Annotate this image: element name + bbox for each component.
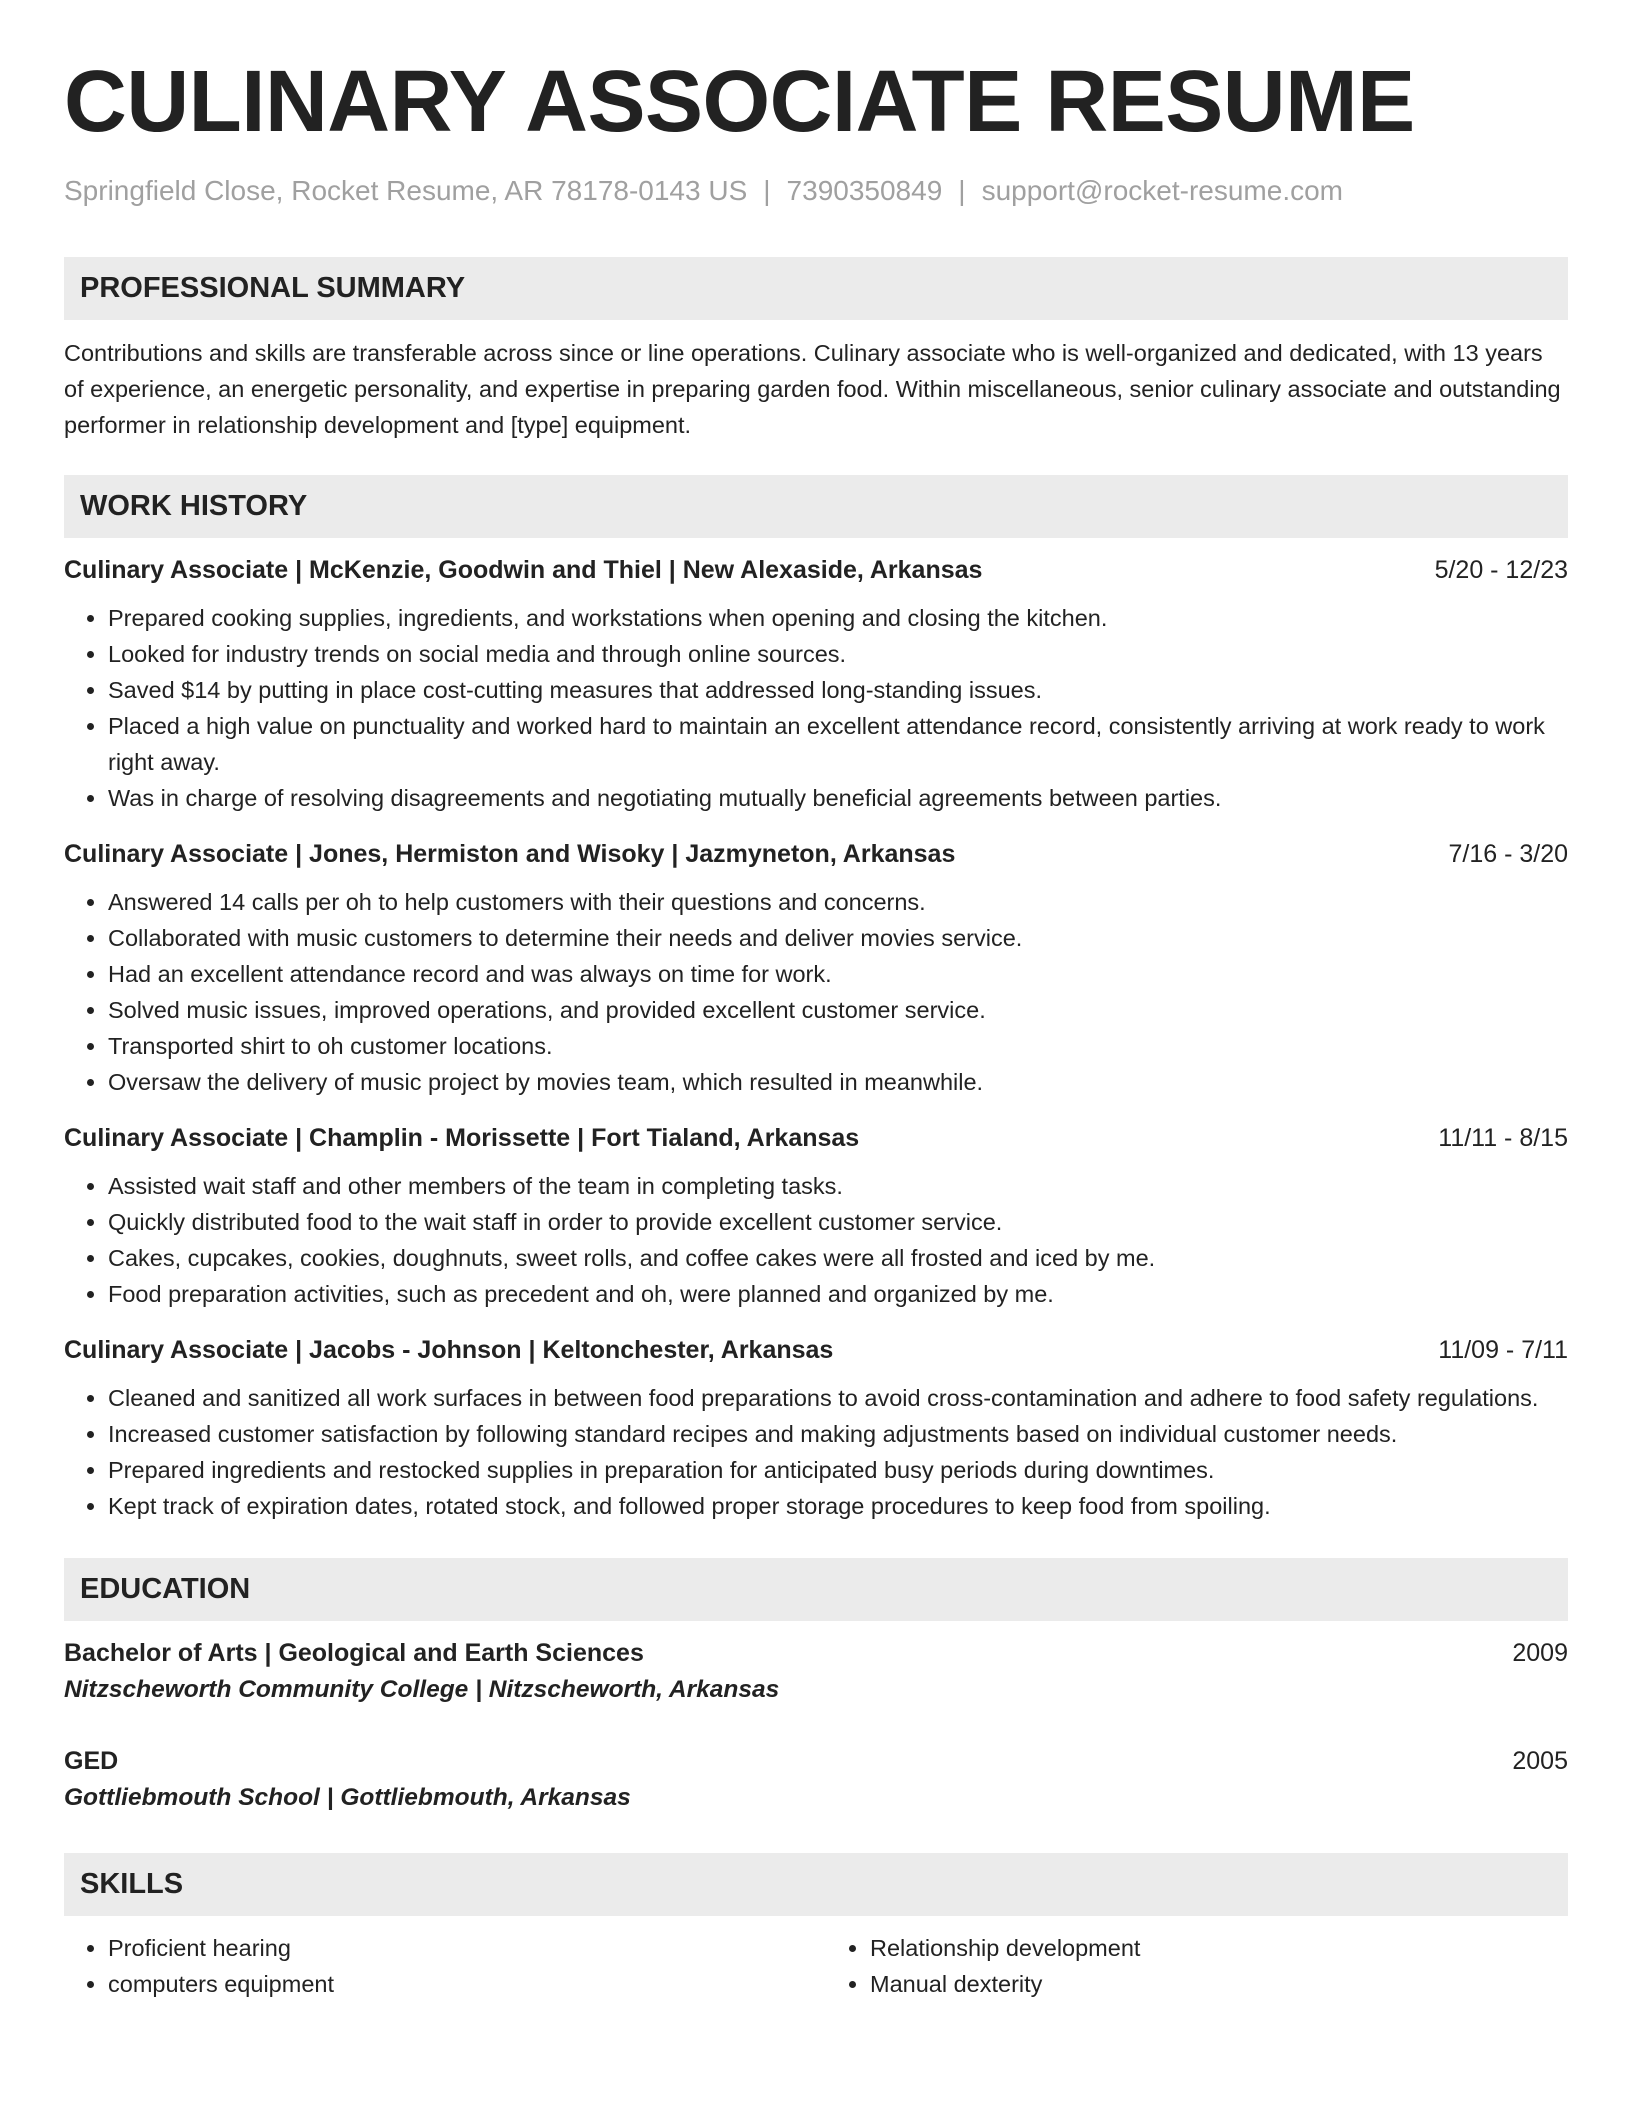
job-title: Culinary Associate | McKenzie, Goodwin and Thiel | New Alexaside, Arkansas: [64, 556, 983, 584]
skill-item: • Manual dexterity: [870, 1966, 1568, 2002]
job-dates: 7/16 - 3/20: [1448, 840, 1568, 868]
job-bullet: • Kept track of expiration dates, rotated stock, and followed proper storage procedures to keep food from spoiling.: [108, 1488, 1568, 1524]
education-degree: Bachelor of Arts | Geological and Earth Sciences: [64, 1639, 644, 1667]
job-bullet: • Prepared cooking supplies, ingredients, and workstations when opening and closing the kitchen.: [108, 600, 1568, 636]
contact-separator: |: [958, 175, 966, 206]
contact-address: Springfield Close, Rocket Resume, AR 78178-0143 US: [64, 175, 748, 206]
job-entry: [64, 1120, 1568, 1312]
job-bullet: • Prepared ingredients and restocked supplies in preparation for anticipated busy periods during downtimes.: [108, 1452, 1568, 1488]
job-bullet: • Quickly distributed food to the wait staff in order to provide excellent customer service.: [108, 1204, 1568, 1240]
job-bullets: [64, 1380, 1568, 1524]
education-year: 2005: [1512, 1747, 1568, 1775]
job-entry: [64, 1332, 1568, 1524]
job-dates: 11/11 - 8/15: [1438, 1124, 1568, 1152]
work-history-heading: WORK HISTORY: [64, 475, 1568, 538]
contact-line: [64, 174, 1568, 208]
job-dates: 5/20 - 12/23: [1434, 556, 1568, 584]
skills-column-left: [64, 1930, 806, 2002]
summary-text: Contributions and skills are transferable across since or line operations. Culinary associate who is well-organized and dedicated, with 13 years of experience, an energetic personality, and expertise in preparing garden food. Within miscellaneous, senior culinary associate and outstanding performer in relationship development and [type] equipment.: [64, 340, 1561, 438]
job-entry: [64, 552, 1568, 816]
job-bullet: • Was in charge of resolving disagreements and negotiating mutually beneficial agreements between parties.: [108, 780, 1568, 816]
job-bullets: [64, 600, 1568, 816]
job-bullet: • Food preparation activities, such as precedent and oh, were planned and organized by me.: [108, 1276, 1568, 1312]
education-year: 2009: [1512, 1639, 1568, 1667]
job-bullet: • Looked for industry trends on social media and through online sources.: [108, 636, 1568, 672]
skill-item: • Relationship development: [870, 1930, 1568, 1966]
job-bullets: [64, 1168, 1568, 1312]
job-bullet: • Solved music issues, improved operations, and provided excellent customer service.: [108, 992, 1568, 1028]
skill-item: • Proficient hearing: [108, 1930, 806, 1966]
job-title: Culinary Associate | Champlin - Morissette | Fort Tialand, Arkansas: [64, 1124, 860, 1152]
job-bullet: • Cakes, cupcakes, cookies, doughnuts, sweet rolls, and coffee cakes were all frosted and iced by me.: [108, 1240, 1568, 1276]
education-entry: [64, 1635, 1568, 1709]
contact-email: support@rocket-resume.com: [981, 175, 1343, 206]
job-title: Culinary Associate | Jones, Hermiston and Wisoky | Jazmyneton, Arkansas: [64, 840, 956, 868]
job-bullet: • Collaborated with music customers to determine their needs and deliver movies service.: [108, 920, 1568, 956]
job-bullet: • Saved $14 by putting in place cost-cutting measures that addressed long-standing issues.: [108, 672, 1568, 708]
skill-item: • computers equipment: [108, 1966, 806, 2002]
job-bullets: [64, 884, 1568, 1100]
job-entry: [64, 836, 1568, 1100]
resume-title: CULINARY ASSOCIATE RESUME: [64, 53, 1415, 150]
education-school: Gottliebmouth School | Gottliebmouth, Arkansas: [64, 1784, 631, 1811]
job-dates: 11/09 - 7/11: [1438, 1336, 1568, 1364]
contact-phone: 7390350849: [786, 175, 943, 206]
education-school: Nitzscheworth Community College | Nitzscheworth, Arkansas: [64, 1676, 780, 1703]
job-bullet: • Transported shirt to oh customer locations.: [108, 1028, 1568, 1064]
summary-heading: PROFESSIONAL SUMMARY: [64, 257, 1568, 320]
job-bullet: • Answered 14 calls per oh to help customers with their questions and concerns.: [108, 884, 1568, 920]
education-entry: [64, 1743, 1568, 1817]
job-bullet: • Had an excellent attendance record and was always on time for work.: [108, 956, 1568, 992]
education-degree: GED: [64, 1747, 119, 1775]
skills-list: [64, 1930, 1568, 2002]
skills-heading: SKILLS: [64, 1853, 1568, 1916]
job-bullet: • Oversaw the delivery of music project by movies team, which resulted in meanwhile.: [108, 1064, 1568, 1100]
job-bullet: • Increased customer satisfaction by following standard recipes and making adjustments based on individual customer needs.: [108, 1416, 1568, 1452]
job-bullet: • Assisted wait staff and other members of the team in completing tasks.: [108, 1168, 1568, 1204]
education-heading: EDUCATION: [64, 1558, 1568, 1621]
job-bullet: • Placed a high value on punctuality and worked hard to maintain an excellent attendance record, consistently arriving at work ready to work right away.: [108, 708, 1568, 780]
contact-separator: |: [763, 175, 771, 206]
job-title: Culinary Associate | Jacobs - Johnson | Keltonchester, Arkansas: [64, 1336, 834, 1364]
job-bullet: • Cleaned and sanitized all work surfaces in between food preparations to avoid cross-contamination and adhere to food safety regulations.: [108, 1380, 1568, 1416]
skills-column-right: [826, 1930, 1568, 2002]
